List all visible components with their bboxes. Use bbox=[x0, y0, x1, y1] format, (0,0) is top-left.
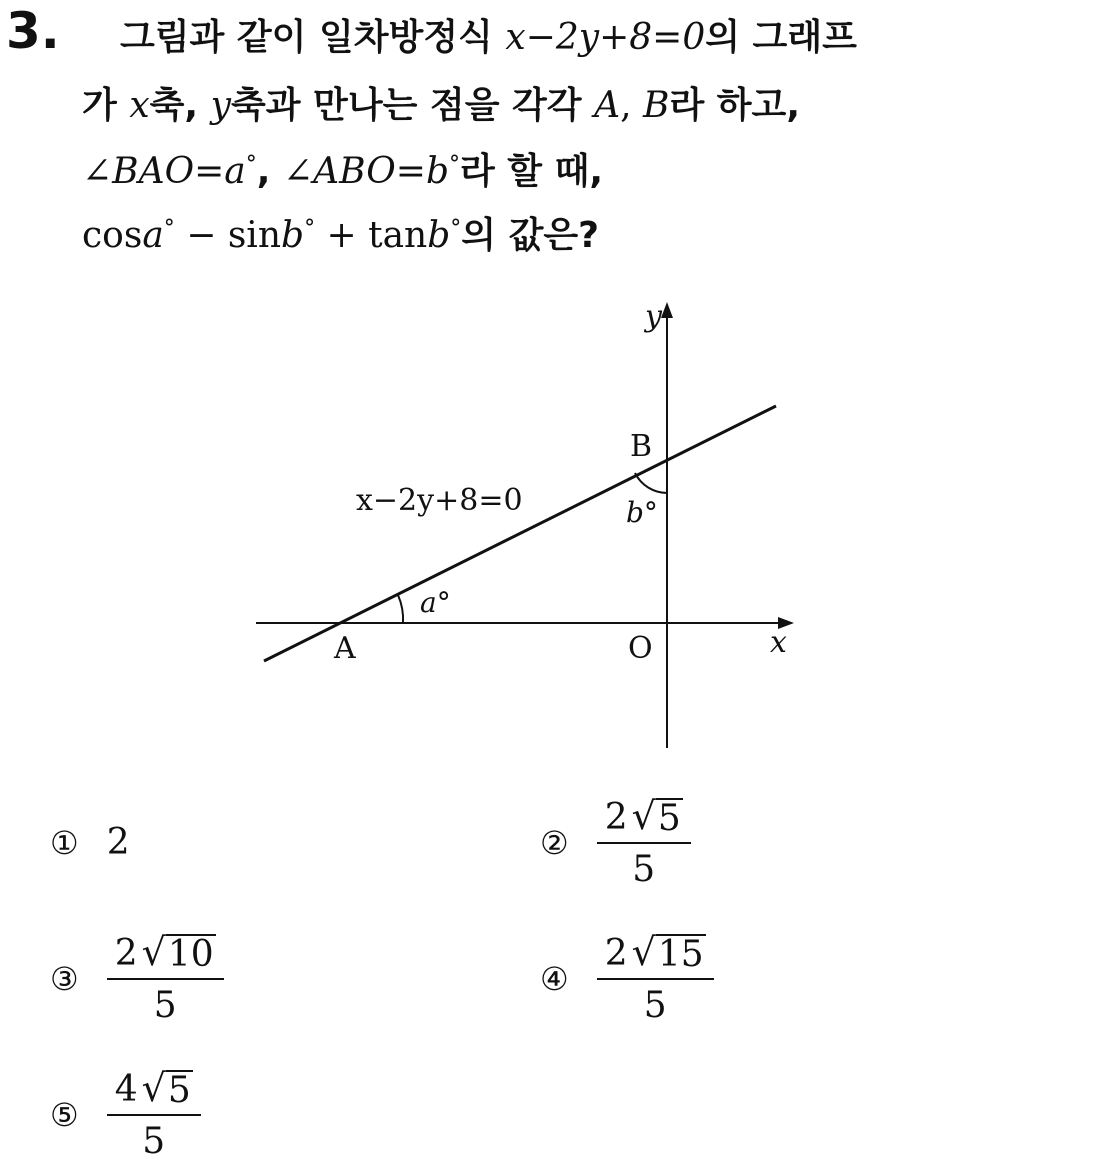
text-segment: 가 bbox=[82, 85, 130, 126]
angle-bao: ∠BAO=a bbox=[82, 151, 246, 192]
label-equation: x−2y+8=0 bbox=[356, 483, 523, 518]
sqrt bbox=[628, 932, 706, 974]
choice-2-mark: ② bbox=[540, 823, 569, 862]
text-segment: 축, bbox=[149, 85, 211, 126]
choice-4-mark: ④ bbox=[540, 959, 569, 998]
label-B: B bbox=[630, 429, 653, 464]
coefficient: 2 bbox=[604, 933, 628, 974]
var-a: a bbox=[142, 215, 164, 256]
var-b: b bbox=[281, 215, 305, 256]
choice-2[interactable] bbox=[540, 796, 691, 889]
sqrt bbox=[628, 796, 683, 838]
label-A: A bbox=[334, 631, 356, 666]
sqrt bbox=[138, 1068, 193, 1110]
choice-1[interactable] bbox=[50, 822, 130, 863]
choice-3[interactable] bbox=[50, 932, 224, 1025]
angle-arc-b bbox=[635, 473, 667, 493]
trig-cos: cos bbox=[82, 215, 143, 256]
choice-5-mark: ⑤ bbox=[50, 1095, 79, 1134]
denominator: 5 bbox=[153, 984, 177, 1026]
choice-3-mark: ③ bbox=[50, 959, 79, 998]
trig-sin: − sin bbox=[174, 215, 282, 256]
angle-arc-a bbox=[398, 595, 403, 623]
question-number: 3. bbox=[6, 2, 60, 60]
question-text-1: 그림과 같이 일차방정식 bbox=[120, 17, 506, 58]
equation-inline: x−2y+8=0 bbox=[505, 17, 706, 58]
denominator: 5 bbox=[142, 1120, 166, 1162]
text-segment: 의 값은? bbox=[461, 215, 600, 256]
text-segment: 라 하고, bbox=[669, 85, 800, 126]
question-text-1-tail: 의 그래프 bbox=[705, 17, 857, 58]
radicand: 15 bbox=[657, 934, 704, 975]
label-angle-a: a° bbox=[420, 586, 451, 619]
angle-abo: ∠ABO=b bbox=[282, 151, 449, 192]
coefficient: 2 bbox=[114, 933, 138, 974]
point-B: B bbox=[642, 85, 670, 126]
radical-icon: √ bbox=[631, 930, 656, 974]
degree-mark: ° bbox=[449, 152, 460, 177]
var-y: y bbox=[210, 85, 231, 126]
sqrt bbox=[138, 932, 216, 974]
radical-icon: √ bbox=[631, 794, 656, 838]
choice-5-fraction bbox=[107, 1068, 201, 1161]
var-b: b bbox=[427, 215, 451, 256]
choice-4[interactable] bbox=[540, 932, 714, 1025]
choice-1-mark: ① bbox=[50, 823, 79, 862]
choice-3-fraction bbox=[107, 932, 224, 1025]
degree-mark: ° bbox=[245, 152, 257, 177]
radical-icon: √ bbox=[141, 1066, 166, 1110]
label-x: x bbox=[770, 625, 787, 660]
y-axis-arrow-icon bbox=[661, 302, 673, 318]
numerator bbox=[597, 796, 691, 844]
numerator bbox=[107, 932, 224, 980]
radicand: 10 bbox=[167, 934, 214, 975]
label-O: O bbox=[628, 631, 653, 666]
label-angle-b: b° bbox=[626, 496, 658, 529]
degree-mark: ° bbox=[163, 216, 175, 241]
choice-1-value: 2 bbox=[106, 822, 130, 863]
degree-mark: ° bbox=[450, 216, 462, 241]
text-segment: , bbox=[620, 85, 643, 126]
choice-4-fraction bbox=[597, 932, 714, 1025]
coefficient: 2 bbox=[604, 797, 628, 838]
denominator: 5 bbox=[632, 848, 656, 890]
denominator: 5 bbox=[643, 984, 667, 1026]
choice-5[interactable] bbox=[50, 1068, 201, 1161]
text-segment: 라 할 때, bbox=[460, 151, 604, 192]
degree-mark: ° bbox=[304, 216, 316, 241]
numerator bbox=[107, 1068, 201, 1116]
radicand: 5 bbox=[167, 1070, 191, 1111]
numerator bbox=[597, 932, 714, 980]
var-x: x bbox=[129, 85, 150, 126]
text-segment: , bbox=[256, 151, 283, 192]
label-y: y bbox=[645, 299, 662, 334]
coefficient: 4 bbox=[114, 1069, 138, 1110]
trig-tan: + tan bbox=[315, 215, 428, 256]
radicand: 5 bbox=[657, 798, 681, 839]
radical-icon: √ bbox=[141, 930, 166, 974]
point-A: A bbox=[594, 85, 621, 126]
text-segment: 축과 만나는 점을 각각 bbox=[230, 85, 595, 126]
choice-2-fraction bbox=[597, 796, 691, 889]
